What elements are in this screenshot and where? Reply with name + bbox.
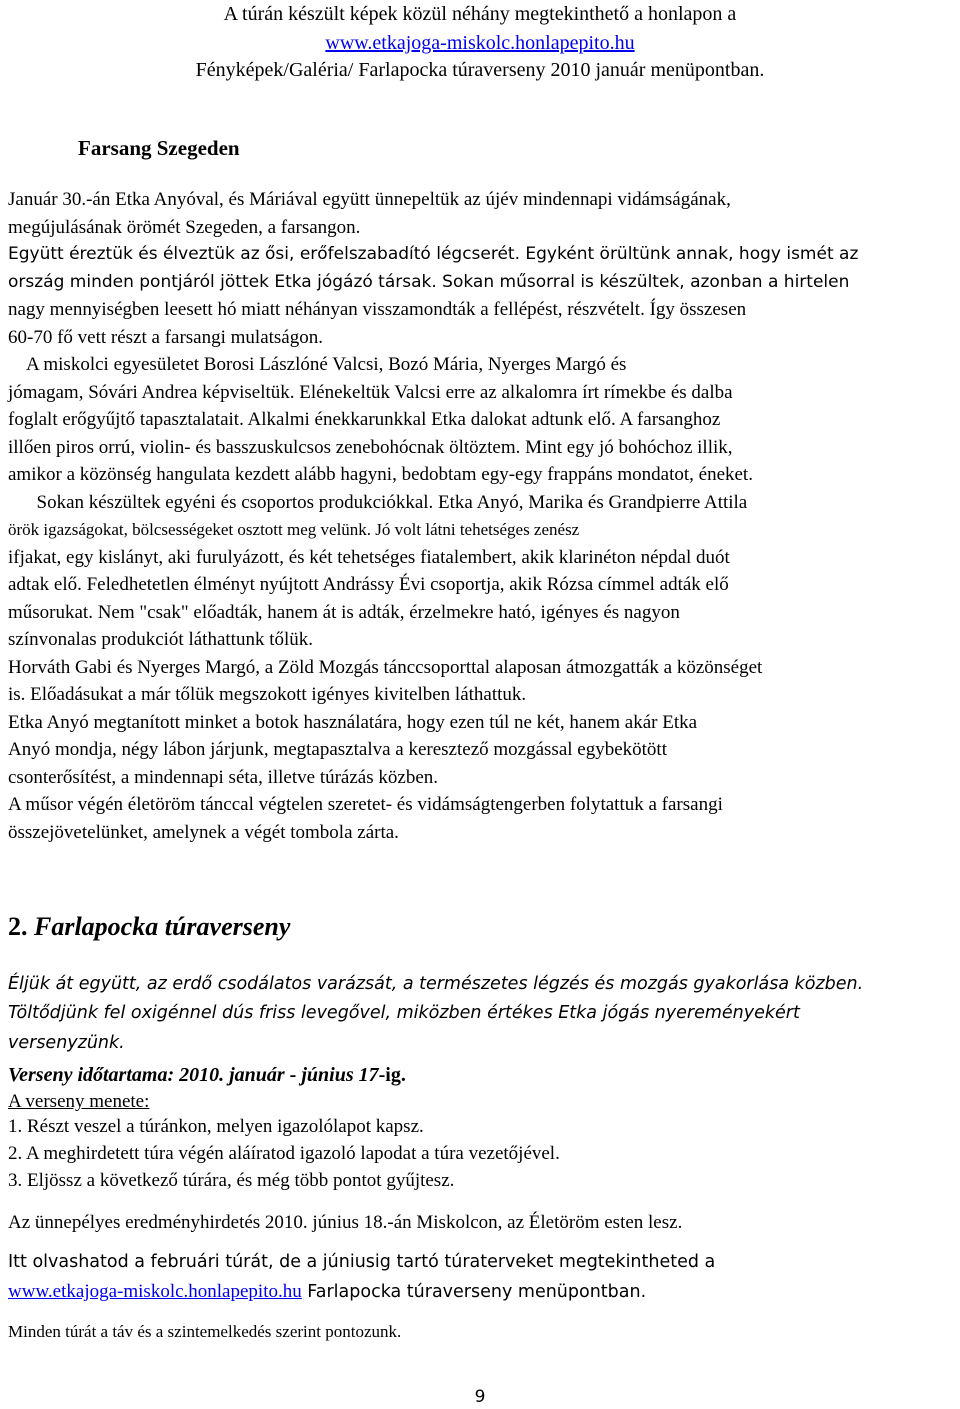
section-number: 2. [8,912,28,941]
step-item: 3. Eljössz a következő túrára, és még több pontot gyűjtesz. [8,1170,455,1191]
page-number: 9 [474,1387,486,1407]
duration-label: Verseny időtartama: 2010. január - június 17 [8,1064,379,1086]
body-line: ország minden pontjáról jöttek Etka jógázó társak. Sokan műsorral is készültek, azonban a hirtelen [8,271,850,292]
body-line: összejövetelünket, amelynek a végét tombola zárta. [8,821,399,843]
duration-suffix: -ig. [378,1064,406,1086]
body-line: Horváth Gabi és Nyerges Margó, a Zöld Mozgás tánccsoporttal alaposan átmozgatták a közönséget [8,656,763,678]
scoring-line: Minden túrát a táv és a szintemelkedés szerint pontozunk. [8,1322,402,1341]
website-link[interactable]: www.etkajoga-miskolc.honlapepito.hu [325,32,635,54]
intro-line-2: Töltődjünk fel oxigénnel dús friss levegővel, miközben értékes Etka jógás nyereményekért [8,1003,800,1023]
body-line: A miskolci egyesületet Borosi Lászlóné Valcsi, Bozó Mária, Nyerges Margó és [8,354,627,375]
section-2-heading [8,912,290,942]
body-line: örök igazságokat, bölcsességeket osztott meg velünk. Jó volt látni tehetséges zenész [8,520,580,539]
duration-line [8,1064,406,1087]
body-line: Etka Anyó megtanított minket a botok használatára, hogy ezen túl ne két, hanem akár Etka [8,711,698,733]
body-line: színvonalas produkciót láthattunk tőlük. [8,629,314,650]
body-line: 60-70 fő vett részt a farsangi mulatságon. [8,326,323,348]
body-line: műsorukat. Nem "csak" előadták, hanem át is adták, érzelmekre ható, igényes és nagyon [8,601,680,623]
step-item: 2. A meghirdetett túra végén aláíratod igazoló lapodat a túra vezetőjével. [8,1143,560,1164]
read-line: Itt olvashatod a februári túrát, de a júniusig tartó túraterveket megtekintheted a [8,1252,716,1272]
header-link-line [0,31,960,55]
body-line: amikor a közönség hangulata kezdett alább hagyni, bedobtam egy-egy frappáns mondatot, éneket. [8,464,753,485]
read-link-line [8,1281,646,1303]
body-line: adtak elő. Feledhetetlen élményt nyújtott Andrássy Évi csoportja, akik Rózsa címmel adták elő [8,574,729,595]
header-line-1: A túrán készült képek közül néhány megtekinthető a honlapon a [223,3,737,25]
body-line: jómagam, Sóvári Andrea képviseltük. Elénekeltük Valcsi erre az alkalomra írt rímekbe és dalba [8,381,733,403]
section-title-farlapocka: Farlapocka túraverseny [34,912,291,941]
section-title-farsang: Farsang Szegeden [78,136,240,160]
body-line: Sokan készültek egyéni és csoportos produkciókkal. Etka Anyó, Marika és Grandpierre Attila [8,491,748,513]
body-line: nagy mennyiségben leesett hó miatt néhányan visszamondták a fellépést, részvételt. Így összesen [8,299,747,320]
ceremony-line: Az ünnepélyes eredményhirdetés 2010. június 18.-án Miskolcon, az Életöröm esten lesz. [8,1212,683,1233]
intro-line-1: Éljük át együtt, az erdő csodálatos varázsát, a természetes légzés és mozgás gyakorlása közben. [8,974,864,994]
body-line: megújulásának örömét Szegeden, a farsangon. [8,216,361,238]
read-suffix: Farlapocka túraverseny menüpontban. [301,1282,647,1302]
step-item: 1. Részt veszel a túránkon, melyen igazolólapot kapsz. [8,1116,424,1137]
intro-line-3: versenyzünk. [8,1033,125,1053]
website-link-2[interactable]: www.etkajoga-miskolc.honlapepito.hu [8,1281,302,1302]
section1-body [8,186,958,846]
body-line: foglalt erőgyűjtő tapasztalatait. Alkalmi énekkarunkkal Etka dalokat adtunk elő. A farsanghoz [8,409,721,430]
process-heading: A verseny menete: [8,1091,150,1112]
body-line: Anyó mondja, négy lábon járjunk, megtapasztalva a keresztező mozgással egybekötött [8,739,667,760]
body-line: csonterősítést, a mindennapi séta, illetve túrázás közben. [8,766,438,788]
body-line: illően piros orrú, violin- és basszuskulcsos zenebohócnak öltöztem. Mint egy jó bohóchoz illik, [8,436,733,458]
body-line: Együtt éreztük és élveztük az ősi, erőfelszabadító légcserét. Egyként örültünk annak, hogy ismét az [8,244,859,264]
header-line-3: Fényképek/Galéria/ Farlapocka túraverseny 2010 január menüpontban. [195,59,765,81]
body-line: Január 30.-án Etka Anyóval, és Máriával együtt ünnepeltük az újév mindennapi vidámságának, [8,189,731,210]
body-line: is. Előadásukat a már tőlük megszokott igényes kivitelben láthattuk. [8,684,527,705]
body-line: A műsor végén életöröm tánccal végtelen szeretet- és vidámságtengerben folytattuk a farsangi [8,794,723,815]
body-line: ifjakat, egy kislányt, aki furulyázott, és két tehetséges fiatalembert, akik klarinéton népdal duót [8,546,730,568]
